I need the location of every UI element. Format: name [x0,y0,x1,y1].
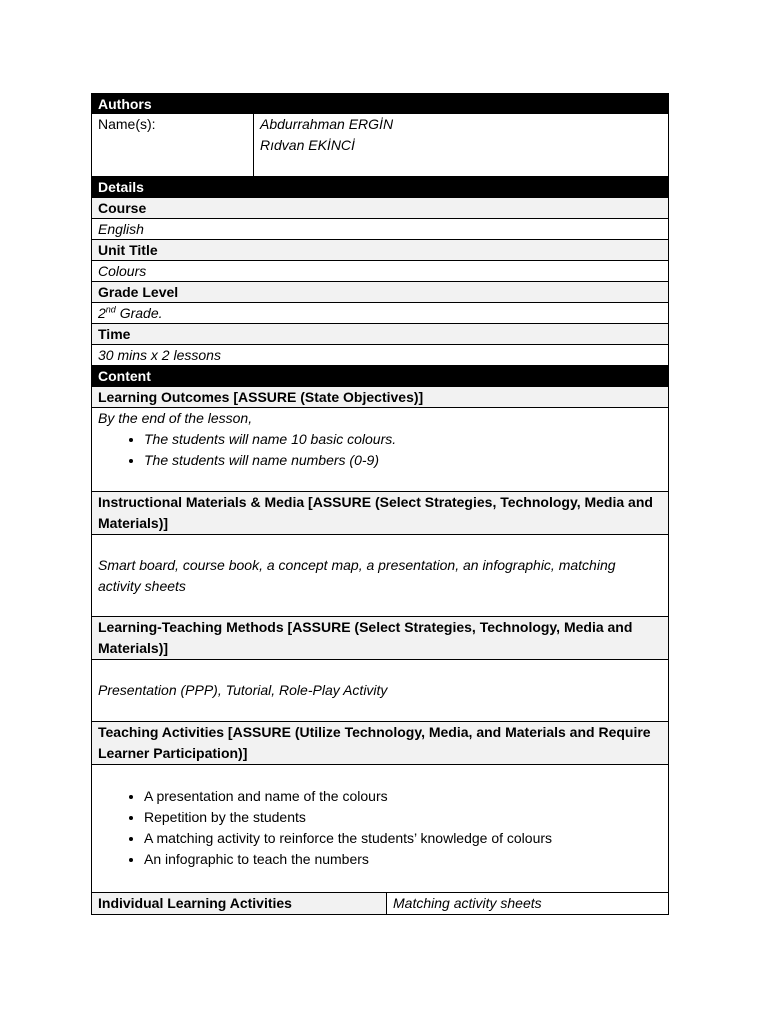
learning-outcomes-list [98,429,662,471]
author-name: Rıdvan EKİNCİ [260,137,355,153]
individual-learning-label: Individual Learning Activities [92,893,387,914]
teaching-activities-body [91,765,669,893]
list-item: • The students will name 10 basic colours. [144,429,662,450]
learning-teaching-methods-label: Learning-Teaching Methods [ASSURE (Select Strategies, Technology, Media and Materials)] [91,617,669,660]
content-header: Content [91,366,669,387]
time-value: 30 mins x 2 lessons [91,345,669,366]
grade-level-value [91,303,669,324]
authors-header: Authors [91,93,669,114]
instructional-materials-text: Smart board, course book, a concept map, a presentation, an infographic, matching activity sheets [91,535,669,617]
authors-names-row [91,114,669,177]
learning-outcomes-intro: By the end of the lesson, [98,410,253,426]
learning-teaching-methods-text: Presentation (PPP), Tutorial, Role-Play Activity [91,660,669,722]
grade-text: Grade. [115,305,163,321]
course-label: Course [91,198,669,219]
time-label: Time [91,324,669,345]
grade-suffix: nd [105,304,116,315]
learning-outcomes-label: Learning Outcomes [ASSURE (State Objectives)] [91,387,669,408]
course-value: English [91,219,669,240]
unit-title-value: Colours [91,261,669,282]
teaching-activities-label: Teaching Activities [ASSURE (Utilize Technology, Media, and Materials and Require Learner Participation)] [91,722,669,765]
individual-learning-row [91,893,669,915]
learning-outcomes-body [91,408,669,492]
list-item: • The students will name numbers (0-9) [144,450,662,471]
list-item: • Repetition by the students [144,807,662,828]
instructional-materials-label: Instructional Materials & Media [ASSURE (Select Strategies, Technology, Media and Materials)] [91,492,669,535]
grade-number: 2 [98,305,106,321]
author-name: Abdurrahman ERGİN [260,116,394,132]
teaching-activities-list [98,786,662,870]
list-item: • An infographic to teach the numbers [144,849,662,870]
names-label: Name(s): [92,114,254,176]
names-values [254,114,399,176]
list-item: • A presentation and name of the colours [144,786,662,807]
list-item: • A matching activity to reinforce the students’ knowledge of colours [144,828,662,849]
unit-title-label: Unit Title [91,240,669,261]
grade-level-label: Grade Level [91,282,669,303]
individual-learning-value: Matching activity sheets [393,895,542,911]
details-header: Details [91,177,669,198]
lesson-plan-document [91,93,669,915]
